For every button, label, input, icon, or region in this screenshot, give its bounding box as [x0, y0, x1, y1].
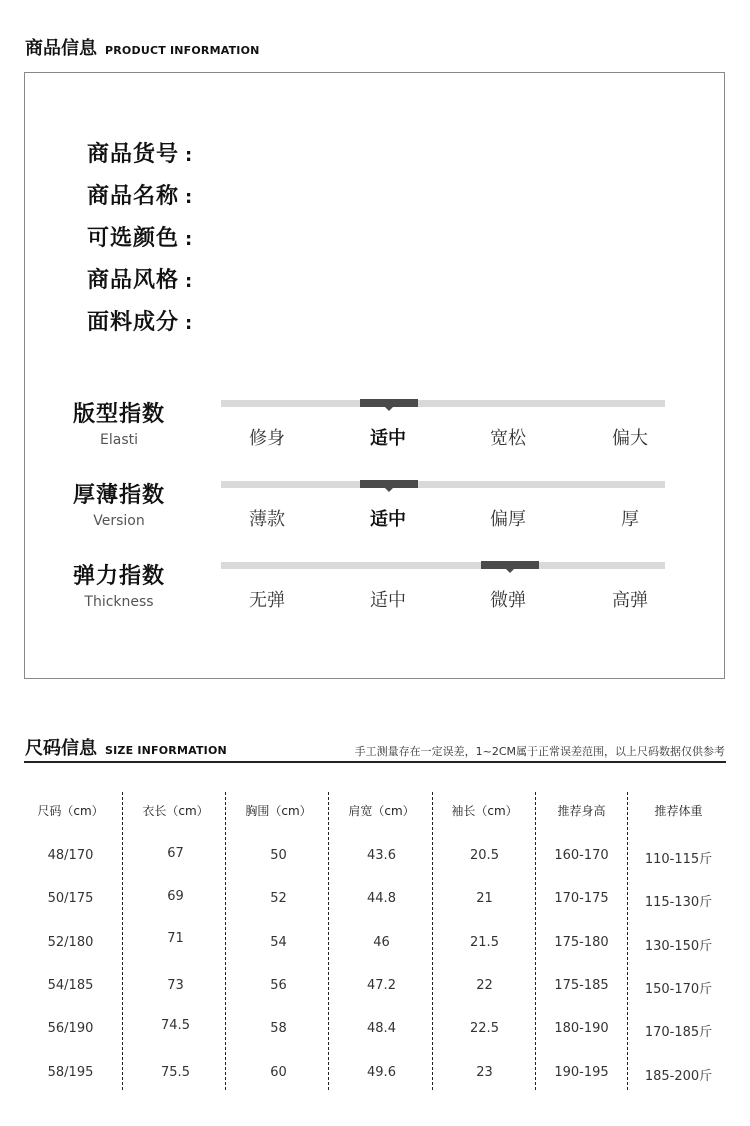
table-cell: 180-190 [554, 1021, 609, 1036]
table-cell: 21 [476, 891, 493, 906]
table-cell: 67 [167, 846, 184, 861]
column-header: 尺码（cm） [37, 804, 104, 818]
column-header: 胸围（cm） [245, 804, 312, 818]
product-info-heading [25, 34, 260, 60]
index-track [221, 562, 665, 569]
table-cell: 160-170 [554, 848, 609, 863]
fit-index [25, 400, 725, 480]
table-cell: 56/190 [47, 1021, 94, 1036]
table-cell: 21.5 [470, 935, 499, 950]
product-info-title-en: PRODUCT INFORMATION [105, 44, 260, 57]
index-option: 适中 [370, 590, 406, 611]
table-cell: 75.5 [161, 1065, 190, 1080]
table-cell: 190-195 [554, 1065, 609, 1080]
size-measure-note: 手工测量存在一定误差，1~2CM属于正常误差范围，以上尺码数据仅供参考 [354, 745, 725, 758]
table-cell: 115-130斤 [644, 895, 713, 910]
table-cell: 43.6 [367, 848, 396, 863]
index-option: 无弹 [249, 590, 285, 611]
table-cell: 74.5 [161, 1018, 190, 1033]
column-divider [122, 792, 123, 1090]
index-marker [481, 561, 539, 569]
table-cell: 175-180 [554, 935, 609, 950]
field-label: 商品货号 [87, 142, 180, 167]
column-header: 推荐体重 [654, 804, 703, 818]
index-option: 厚 [621, 509, 639, 530]
fit-index-name [59, 397, 179, 448]
table-cell: 69 [167, 889, 184, 904]
column-header: 袖长（cm） [451, 804, 518, 818]
table-cell: 49.6 [367, 1065, 396, 1080]
index-marker [360, 480, 418, 488]
column-header: 推荐身高 [557, 804, 606, 818]
column-header: 肩宽（cm） [348, 804, 415, 818]
table-cell: 46 [373, 935, 390, 950]
index-option: 修身 [249, 428, 285, 449]
table-cell: 58/195 [47, 1065, 94, 1080]
thickness-index-name [59, 478, 179, 529]
field-colon: : [185, 313, 193, 334]
field-colon: : [185, 187, 193, 208]
index-name-cn: 厚薄指数 [72, 483, 165, 508]
index-marker [360, 399, 418, 407]
field-style [87, 263, 192, 294]
table-cell: 44.8 [367, 891, 396, 906]
table-cell: 47.2 [367, 978, 396, 993]
index-name-en: Thickness [84, 594, 154, 610]
index-track [221, 481, 665, 488]
table-cell: 56 [270, 978, 287, 993]
elasticity-index-name [59, 559, 179, 610]
field-colors [87, 221, 192, 252]
elasticity-index [25, 562, 725, 642]
table-cell: 48.4 [367, 1021, 396, 1036]
field-label: 面料成分 [87, 310, 180, 335]
index-name-en: Version [93, 513, 145, 529]
size-info-title-en: SIZE INFORMATION [105, 744, 227, 757]
column-divider [627, 792, 628, 1090]
field-product-number [87, 137, 192, 168]
index-option: 偏厚 [490, 509, 526, 530]
table-cell: 20.5 [470, 848, 499, 863]
index-option: 高弹 [612, 590, 648, 611]
index-track [221, 400, 665, 407]
table-cell: 48/170 [47, 848, 94, 863]
product-info-title-cn: 商品信息 [25, 38, 97, 59]
table-cell: 130-150斤 [644, 939, 713, 954]
field-colon: : [185, 145, 193, 166]
index-option: 偏大 [612, 428, 648, 449]
field-label: 商品名称 [87, 184, 180, 209]
column-header: 衣长（cm） [142, 804, 209, 818]
index-option-selected: 微弹 [490, 590, 526, 611]
table-cell: 175-185 [554, 978, 609, 993]
table-cell: 22.5 [470, 1021, 499, 1036]
table-cell: 170-175 [554, 891, 609, 906]
table-cell: 23 [476, 1065, 493, 1080]
index-option: 薄款 [249, 509, 285, 530]
table-cell: 150-170斤 [644, 982, 713, 997]
thickness-index [25, 481, 725, 561]
product-info-panel [24, 72, 725, 679]
table-cell: 50 [270, 848, 287, 863]
table-cell: 170-185斤 [644, 1025, 713, 1040]
section-divider [24, 761, 726, 763]
field-colon: : [185, 229, 193, 250]
field-colon: : [185, 271, 193, 292]
index-option-selected: 适中 [370, 428, 406, 449]
index-option: 宽松 [490, 428, 526, 449]
index-name-cn: 弹力指数 [72, 564, 165, 589]
index-name-cn: 版型指数 [72, 402, 165, 427]
table-cell: 73 [167, 978, 184, 993]
table-cell: 54/185 [47, 978, 94, 993]
field-fabric [87, 305, 192, 336]
table-cell: 60 [270, 1065, 287, 1080]
field-label: 商品风格 [87, 268, 180, 293]
table-cell: 52/180 [47, 935, 94, 950]
table-cell: 71 [167, 931, 184, 946]
table-cell: 185-200斤 [644, 1069, 713, 1084]
table-cell: 22 [476, 978, 493, 993]
table-cell: 110-115斤 [644, 852, 713, 867]
index-name-en: Elasti [100, 432, 138, 448]
size-info-heading [25, 734, 227, 760]
field-label: 可选颜色 [87, 226, 180, 251]
index-option-selected: 适中 [370, 509, 406, 530]
size-info-title-cn: 尺码信息 [25, 738, 97, 759]
table-cell: 54 [270, 935, 287, 950]
table-cell: 50/175 [47, 891, 94, 906]
table-cell: 58 [270, 1021, 287, 1036]
table-cell: 52 [270, 891, 287, 906]
field-product-name [87, 179, 192, 210]
